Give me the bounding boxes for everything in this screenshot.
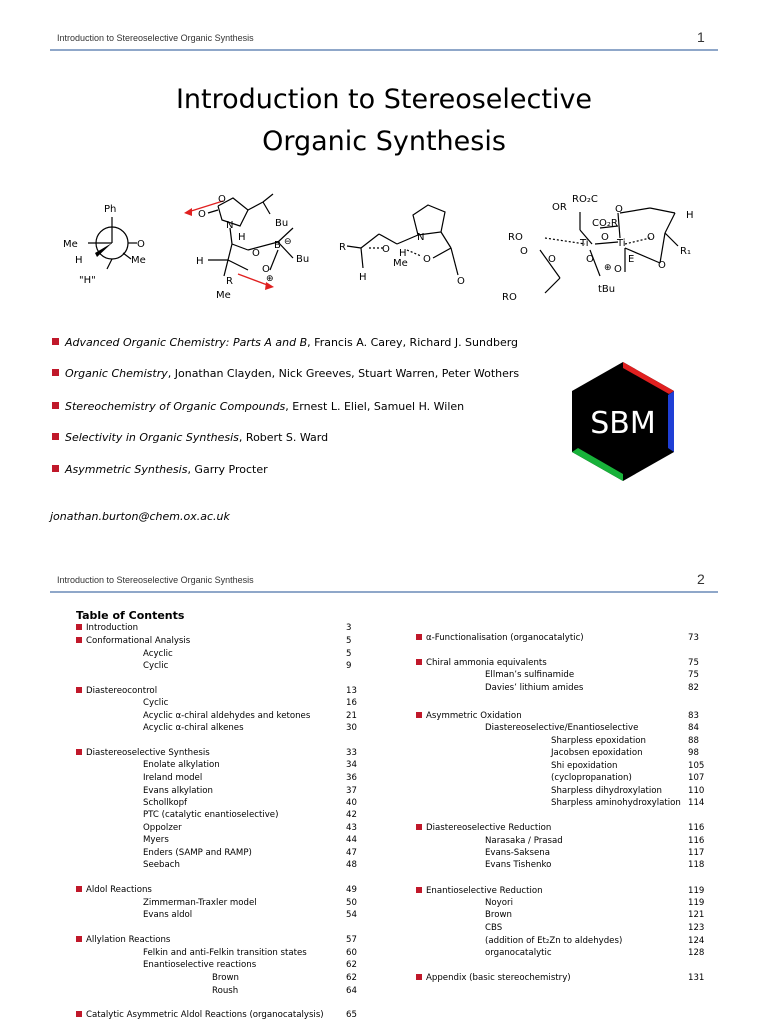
toc-entry	[485, 848, 550, 858]
bullet-icon	[52, 338, 59, 345]
s3-o2: O	[423, 254, 431, 265]
toc-entry-page: 114	[688, 798, 705, 808]
s1-me1: Me	[63, 239, 78, 250]
toc-entry-label: Narasaka / Prasad	[485, 836, 563, 846]
toc-entry-page: 75	[688, 670, 699, 680]
toc-entry	[76, 1010, 324, 1020]
s2-me: Me	[216, 290, 231, 301]
s4-o7: O	[614, 264, 622, 275]
toc-entry-page: 107	[688, 773, 705, 783]
toc-entry-label: (cyclopropanation)	[551, 773, 632, 783]
s1-me2: Me	[131, 255, 146, 266]
toc-entry	[143, 835, 169, 845]
bullet-icon	[52, 402, 59, 409]
toc-entry	[143, 898, 257, 908]
s4-o5: O	[548, 254, 556, 265]
s4-o1: O	[615, 204, 623, 215]
toc-entry-label: Ellman’s sulfinamide	[485, 670, 575, 680]
toc-entry-label: Acyclic α-chiral alkenes	[143, 723, 244, 733]
toc-entry-label: Enantioselective Reduction	[426, 886, 543, 896]
s1-ph: Ph	[104, 204, 117, 215]
toc-entry	[551, 798, 681, 808]
toc-entry-page: 98	[688, 748, 699, 758]
s2-h2: H	[196, 256, 204, 267]
reference-item: Selectivity in Organic Synthesis, Robert S. Ward	[52, 431, 328, 444]
toc-entry-label: Aldol Reactions	[86, 885, 152, 895]
toc-entry	[143, 711, 310, 721]
toc-entry	[485, 860, 551, 870]
page-title-line2: Organic Synthesis	[262, 126, 506, 157]
s2-n: N	[226, 220, 234, 231]
toc-entry-page: 44	[346, 835, 357, 845]
s1-hq: "H"	[79, 275, 96, 286]
s4-plus: ⊕	[604, 263, 612, 273]
s4-or: OR	[552, 202, 567, 213]
toc-entry-label: Diastereocontrol	[86, 686, 158, 696]
toc-entry-page: 13	[346, 686, 357, 696]
s4-o2: O	[601, 232, 609, 243]
toc-entry	[143, 773, 202, 783]
toc-entry	[485, 910, 512, 920]
toc-entry-label: CBS	[485, 923, 503, 933]
bullet-icon	[416, 712, 422, 718]
s4-ro2c: RO₂C	[572, 194, 598, 205]
toc-entry	[143, 948, 307, 958]
toc-entry	[143, 798, 187, 808]
page1-header-title: Introduction to Stereoselective Organic Synthesis	[57, 33, 254, 43]
sharpless-titanium-structure	[500, 188, 705, 308]
s4-o4: O	[520, 246, 528, 257]
toc-entry-page: 36	[346, 773, 357, 783]
toc-entry-page: 131	[688, 973, 705, 983]
toc-entry-label: Cyclic	[143, 661, 169, 671]
toc-entry	[485, 723, 638, 733]
s2-o3: O	[252, 248, 260, 259]
toc-entry	[485, 683, 583, 693]
toc-entry	[212, 973, 239, 983]
s2-b: B	[274, 240, 281, 251]
toc-entry-page: 105	[688, 761, 705, 771]
s4-ti2: Ti	[617, 238, 626, 249]
s2-o4: O	[262, 264, 270, 275]
toc-entry	[143, 848, 252, 858]
s3-n: N	[417, 232, 425, 243]
toc-entry	[485, 670, 574, 680]
page2-number: 2	[697, 571, 705, 587]
bullet-icon	[76, 637, 82, 643]
toc-entry-page: 21	[346, 711, 357, 721]
toc-entry-label: Enders (SAMP and RAMP)	[143, 848, 252, 858]
toc-entry-label: Diastereoselective Reduction	[426, 823, 552, 833]
s3-h1: H	[359, 272, 367, 283]
toc-entry-label: α-Functionalisation (organocatalytic)	[426, 633, 584, 643]
toc-entry	[416, 633, 584, 643]
toc-entry-label: Conformational Analysis	[86, 636, 191, 646]
toc-entry	[416, 658, 547, 668]
toc-entry-label: Acyclic α-chiral aldehydes and ketones	[143, 711, 311, 721]
s2-plus: ⊕	[266, 274, 274, 284]
bullet-icon	[52, 433, 59, 440]
toc-entry	[212, 986, 238, 996]
toc-entry-label: Oppolzer	[143, 823, 182, 833]
toc-entry-page: 40	[346, 798, 357, 808]
toc-entry-page: 118	[688, 860, 705, 870]
toc-entry-page: 73	[688, 633, 699, 643]
toc-entry-page: 75	[688, 658, 699, 668]
toc-entry-label: Felkin and anti-Felkin transition states	[143, 948, 307, 958]
toc-entry-page: 47	[346, 848, 357, 858]
toc-entry	[485, 898, 513, 908]
toc-entry-label: Chiral ammonia equivalents	[426, 658, 547, 668]
s3-me: Me	[393, 258, 408, 269]
toc-entry-page: 16	[346, 698, 357, 708]
toc-entry	[143, 823, 182, 833]
logo-text: SBM	[590, 406, 656, 441]
toc-entry	[76, 935, 170, 945]
toc-entry-label: PTC (catalytic enantioselective)	[143, 810, 279, 820]
toc-entry-label: Sharpless epoxidation	[551, 736, 646, 746]
page2-header-title: Introduction to Stereoselective Organic Synthesis	[57, 575, 254, 585]
toc-entry	[143, 649, 173, 659]
toc-entry	[485, 936, 622, 946]
toc-entry-page: 117	[688, 848, 705, 858]
toc-entry-page: 119	[688, 886, 705, 896]
bullet-icon	[416, 659, 422, 665]
toc-entry	[143, 960, 256, 970]
toc-entry-page: 48	[346, 860, 357, 870]
toc-entry-page: 42	[346, 810, 357, 820]
s4-r1: R₁	[680, 246, 691, 257]
toc-entry-label: Catalytic Asymmetric Aldol Reactions (organocatalysis)	[86, 1010, 324, 1020]
toc-entry-page: 123	[688, 923, 705, 933]
toc-entry	[551, 786, 662, 796]
toc-entry-page: 62	[346, 960, 357, 970]
toc-entry-page: 34	[346, 760, 357, 770]
toc-entry-label: Davies’ lithium amides	[485, 683, 584, 693]
s4-co2r: CO₂R	[592, 218, 618, 229]
toc-entry-label: Schollkopf	[143, 798, 188, 808]
toc-entry-label: Brown	[212, 973, 239, 983]
toc-entry	[551, 761, 617, 771]
toc-entry	[76, 885, 152, 895]
toc-entry	[76, 686, 157, 696]
toc-entry-page: 82	[688, 683, 699, 693]
s3-h2: H	[399, 248, 407, 259]
toc-entry-label: Shi epoxidation	[551, 761, 618, 771]
toc-entry-label: Sharpless dihydroxylation	[551, 786, 662, 796]
toc-entry-page: 49	[346, 885, 357, 895]
toc-entry-label: Myers	[143, 835, 169, 845]
toc-entry-label: Diastereoselective/Enantioselective	[485, 723, 639, 733]
reference-item: Asymmetric Synthesis, Garry Procter	[52, 463, 268, 476]
toc-entry-page: 88	[688, 736, 699, 746]
toc-entry	[416, 823, 551, 833]
toc-entry-page: 3	[346, 623, 352, 633]
s4-ro1: RO	[508, 232, 523, 243]
toc-entry	[143, 661, 168, 671]
toc-entry-label: Evans-Saksena	[485, 848, 550, 858]
toc-entry	[416, 973, 571, 983]
toc-entry-page: 121	[688, 910, 705, 920]
toc-entry-page: 5	[346, 649, 352, 659]
newman-projection-structure	[55, 195, 165, 295]
toc-entry-page: 33	[346, 748, 357, 758]
s3-o1: O	[382, 244, 390, 255]
toc-entry-label: Zimmerman-Traxler model	[143, 898, 257, 908]
toc-entry	[485, 948, 552, 958]
bullet-icon	[52, 465, 59, 472]
s4-o8: O	[658, 260, 666, 271]
toc-entry-label: organocatalytic	[485, 948, 552, 958]
bullet-icon	[416, 634, 422, 640]
toc-entry	[551, 748, 643, 758]
toc-entry-page: 128	[688, 948, 705, 958]
s2-minus: ⊖	[284, 237, 292, 247]
bullet-icon	[416, 824, 422, 830]
toc-entry	[416, 711, 522, 721]
toc-entry-page: 84	[688, 723, 699, 733]
toc-entry	[143, 786, 213, 796]
s4-ti1: Ti	[580, 238, 589, 249]
toc-entry-page: 64	[346, 986, 357, 996]
toc-entry	[76, 748, 210, 758]
toc-entry-label: Introduction	[86, 623, 139, 633]
toc-entry	[551, 773, 632, 783]
toc-entry-page: 54	[346, 910, 357, 920]
toc-entry-label: Appendix (basic stereochemistry)	[426, 973, 571, 983]
s4-e: E	[628, 254, 635, 265]
bullet-icon	[76, 624, 82, 630]
s2-bu2: Bu	[296, 254, 310, 265]
toc-entry-label: Asymmetric Oxidation	[426, 711, 522, 721]
page-title-line1: Introduction to Stereoselective	[175, 84, 593, 115]
toc-entry-label: Roush	[212, 986, 239, 996]
toc-entry-label: Seebach	[143, 860, 180, 870]
toc-entry-label: Evans alkylation	[143, 786, 213, 796]
toc-entry	[76, 636, 190, 646]
toc-entry	[551, 736, 646, 746]
page2-header-rule	[50, 591, 718, 593]
toc-entry	[485, 923, 502, 933]
s2-o1: O	[218, 194, 226, 205]
s4-o3: O	[647, 232, 655, 243]
toc-entry-label: Sharpless aminohydroxylation	[551, 798, 681, 808]
s1-o: O	[137, 239, 145, 250]
toc-entry-label: (addition of Et₂Zn to aldehydes)	[485, 936, 623, 946]
toc-entry	[143, 698, 168, 708]
proline-enamine-ts-structure	[333, 200, 483, 290]
s4-ro2: RO	[502, 292, 517, 303]
bullet-icon	[76, 749, 82, 755]
s2-h1: H	[238, 232, 246, 243]
toc-entry-page: 119	[688, 898, 705, 908]
toc-entry-label: Enolate alkylation	[143, 760, 220, 770]
toc-entry	[143, 860, 180, 870]
toc-entry	[485, 836, 563, 846]
toc-entry-page: 50	[346, 898, 357, 908]
toc-entry	[143, 910, 192, 920]
toc-entry-page: 124	[688, 936, 705, 946]
toc-entry-page: 5	[346, 636, 352, 646]
reference-item: Organic Chemistry, Jonathan Clayden, Nick Greeves, Stuart Warren, Peter Wothers	[52, 367, 519, 380]
toc-entry-page: 65	[346, 1010, 357, 1020]
toc-entry-label: Diastereoselective Synthesis	[86, 748, 210, 758]
s4-h: H	[686, 210, 694, 221]
toc-entry-page: 116	[688, 836, 705, 846]
toc-entry	[143, 810, 278, 820]
s1-h: H	[75, 255, 83, 266]
reference-item: Stereochemistry of Organic Compounds, Ernest L. Eliel, Samuel H. Wilen	[52, 400, 464, 413]
bullet-icon	[76, 687, 82, 693]
toc-entry-label: Evans aldol	[143, 910, 193, 920]
s2-bu1: Bu	[275, 218, 289, 229]
toc-entry-page: 43	[346, 823, 357, 833]
bullet-icon	[76, 886, 82, 892]
toc-entry-page: 110	[688, 786, 705, 796]
s3-o3: O	[457, 276, 465, 287]
toc-entry	[416, 886, 543, 896]
s2-r: R	[226, 276, 233, 287]
toc-entry-page: 37	[346, 786, 357, 796]
s3-r: R	[339, 242, 346, 253]
sbm-logo	[568, 360, 678, 485]
toc-entry-page: 62	[346, 973, 357, 983]
bullet-icon	[416, 887, 422, 893]
page1-header-rule	[50, 49, 718, 51]
toc-entry-label: Allylation Reactions	[86, 935, 171, 945]
toc-entry-label: Evans Tishenko	[485, 860, 552, 870]
s4-o6: O	[586, 254, 594, 265]
toc-entry-page: 60	[346, 948, 357, 958]
toc-entry-page: 57	[346, 935, 357, 945]
bullet-icon	[76, 936, 82, 942]
toc-entry-label: Cyclic	[143, 698, 169, 708]
toc-entry	[143, 723, 244, 733]
s4-tbu: tBu	[598, 284, 616, 295]
s2-o2: O	[198, 209, 206, 220]
toc-entry-page: 116	[688, 823, 705, 833]
toc-entry-label: Jacobsen epoxidation	[551, 748, 643, 758]
toc-entry	[76, 623, 138, 633]
toc-entry-label: Acyclic	[143, 649, 173, 659]
toc-entry-label: Noyori	[485, 898, 513, 908]
bullet-icon	[416, 974, 422, 980]
toc-entry-label: Ireland model	[143, 773, 203, 783]
toc-entry-page: 83	[688, 711, 699, 721]
toc-entry-page: 30	[346, 723, 357, 733]
reference-item: Advanced Organic Chemistry: Parts A and B, Francis A. Carey, Richard J. Sundberg	[52, 336, 518, 349]
toc-entry-page: 9	[346, 661, 352, 671]
toc-entry-label: Brown	[485, 910, 512, 920]
evans-aldol-ts-structure	[178, 188, 323, 303]
toc-entry-label: Enantioselective reactions	[143, 960, 257, 970]
toc-entry	[143, 760, 220, 770]
bullet-icon	[52, 369, 59, 376]
page1-number: 1	[697, 29, 705, 45]
bullet-icon	[76, 1011, 82, 1017]
contact-email: jonathan.burton@chem.ox.ac.uk	[50, 510, 230, 523]
toc-title: Table of Contents	[76, 609, 185, 622]
